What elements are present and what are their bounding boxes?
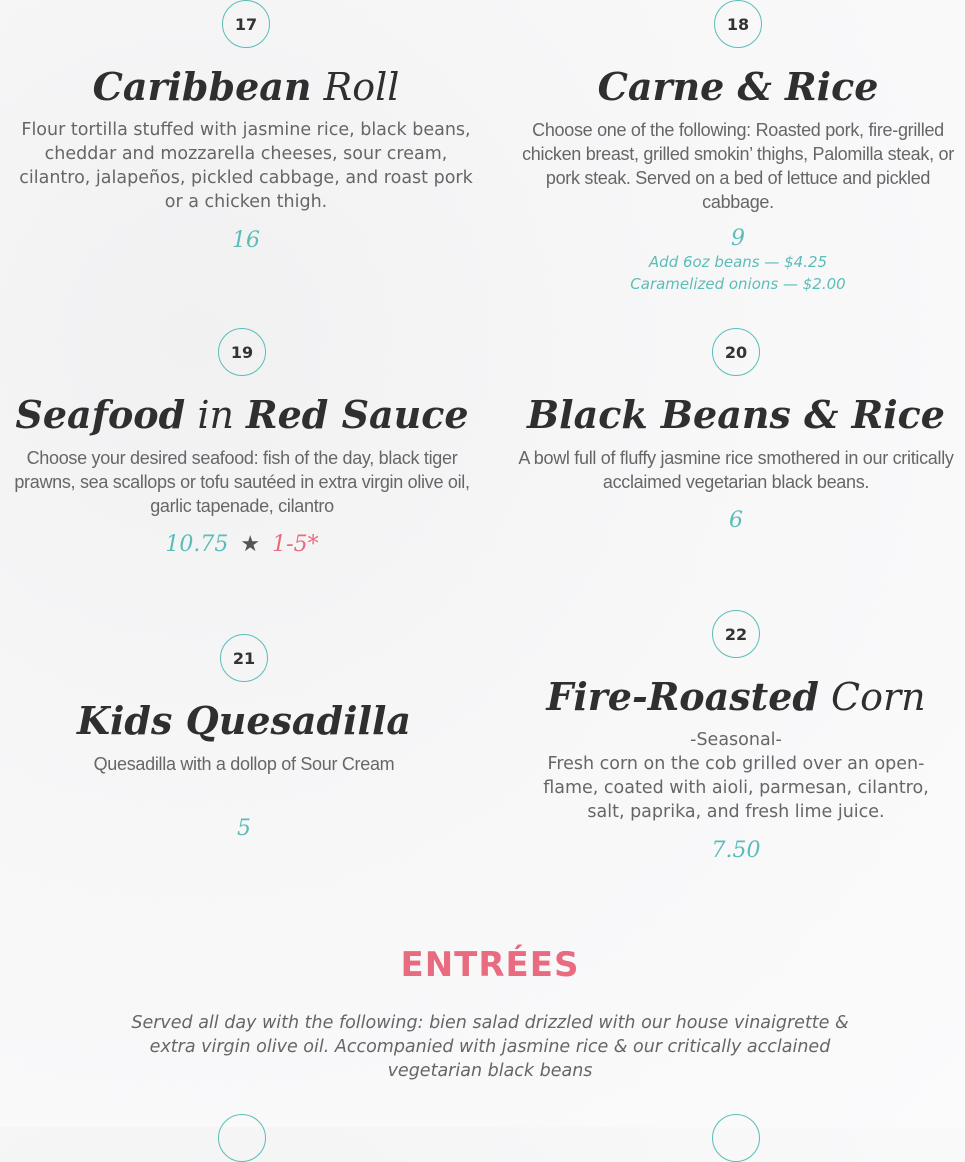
item-description: Flour tortilla stuffed with jasmine rice, black beans, cheddar and mozzarella cheeses, sour cream, cilantro, jalapeños, pickled cabbage, and roast pork or a chicken thigh. bbox=[19, 120, 473, 212]
item-addon: Caramelized onions — $2.00 bbox=[630, 275, 846, 293]
menu-item-22 bbox=[506, 610, 965, 863]
item-price: 16 bbox=[232, 228, 260, 253]
next-item-badge-left bbox=[218, 1114, 266, 1162]
item-description: A bowl full of fluffy jasmine rice smothered in our critically acclaimed vegetarian black beans. bbox=[518, 448, 954, 492]
item-addon: Add 6oz beans — $4.25 bbox=[648, 253, 828, 271]
item-title-light: Corn bbox=[818, 675, 926, 719]
item-title-bold: Carne & Rice bbox=[597, 64, 879, 109]
menu-item-20 bbox=[506, 328, 965, 533]
item-title-light: Roll bbox=[311, 65, 400, 109]
item-seasonal-note: -Seasonal- bbox=[690, 730, 782, 750]
item-number-badge: 21 bbox=[220, 634, 268, 682]
menu-item-17 bbox=[15, 0, 477, 253]
item-price: 7.50 bbox=[711, 838, 761, 863]
item-title-bold: Kids Quesadilla bbox=[76, 698, 412, 743]
star-icon: ★ bbox=[240, 532, 261, 557]
item-title bbox=[508, 64, 965, 110]
item-title-bold: Black Beans & Rice bbox=[527, 392, 945, 437]
item-title bbox=[14, 698, 474, 744]
item-title bbox=[506, 674, 965, 720]
menu-item-19 bbox=[12, 328, 472, 557]
item-description: Quesadilla with a dollop of Sour Cream bbox=[93, 754, 395, 774]
item-number-badge: 22 bbox=[712, 610, 760, 658]
item-number-badge: 17 bbox=[222, 0, 270, 48]
item-price: 6 bbox=[729, 508, 743, 533]
item-price: 5 bbox=[237, 816, 251, 841]
item-title-light: in bbox=[185, 393, 247, 437]
item-title bbox=[506, 392, 965, 438]
section-title: ENTRÉES bbox=[400, 945, 580, 985]
item-number-badge: 18 bbox=[714, 0, 762, 48]
menu-item-18 bbox=[508, 0, 965, 295]
item-title-bold: Caribbean bbox=[92, 64, 312, 109]
item-price: 10.75 bbox=[165, 532, 229, 557]
item-number-badge: 20 bbox=[712, 328, 760, 376]
spice-level: 1-5* bbox=[272, 532, 319, 557]
item-title bbox=[15, 64, 477, 110]
menu-item-21 bbox=[14, 634, 474, 841]
item-title bbox=[12, 392, 472, 438]
section-description: Served all day with the following: bien salad drizzled with our house vinaigrette & extra virgin olive oil. Accompanied with jasmine rice & our critically acclained vegetarian black beans bbox=[131, 1013, 849, 1081]
item-description: Choose one of the following: Roasted pork, fire-grilled chicken breast, grilled smokin’ thighs, Palomilla steak, or pork steak. Served on a bed of lettuce and pickled cabbage. bbox=[522, 120, 954, 212]
item-price-row bbox=[12, 532, 472, 557]
item-description: Fresh corn on the cob grilled over an open-flame, coated with aioli, parmesan, cilantro, salt, paprika, and fresh lime juice. bbox=[543, 754, 929, 822]
item-number-badge: 19 bbox=[218, 328, 266, 376]
item-title-bold-2: Red Sauce bbox=[246, 392, 469, 437]
item-price: 9 bbox=[731, 226, 745, 251]
next-item-badge-right bbox=[712, 1114, 760, 1162]
item-description: Choose your desired seafood: fish of the day, black tiger prawns, sea scallops or tofu sautéed in extra virgin olive oil, garlic tapenade, cilantro bbox=[14, 448, 470, 516]
item-title-bold: Seafood bbox=[15, 392, 186, 437]
item-title-bold: Fire-Roasted bbox=[546, 674, 819, 719]
